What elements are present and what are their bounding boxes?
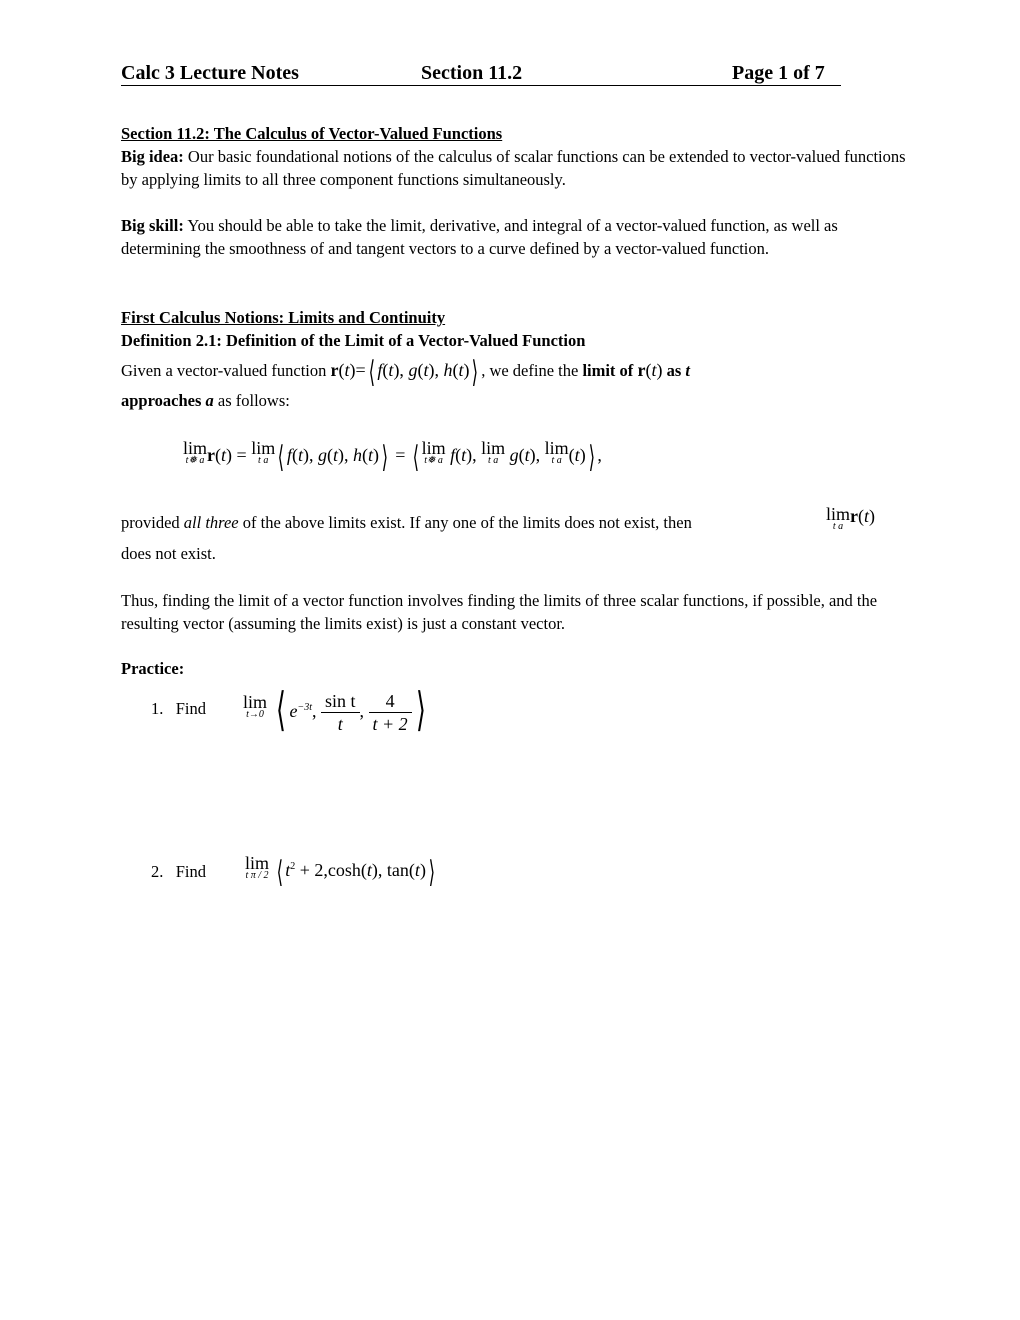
def-a: a (205, 391, 214, 410)
problem-1-expression: lim t→0 ⟨ $e^{-3t}$, $\frac{\text{sin t}}{t}$ , $\frac{4}{t + 2}$ ⟩ (243, 684, 426, 735)
lim-2: lim t a (251, 438, 276, 466)
definition-line-2 (121, 389, 911, 412)
big-skill-paragraph (121, 214, 911, 260)
def-approaches: approaches (121, 391, 206, 410)
big-idea-paragraph (121, 145, 911, 191)
def-mid: , we define the (481, 361, 583, 380)
sin-t-over-t: $\frac{\text{sin t}}{t}$ (321, 690, 360, 735)
section-title: Section 11.2: The Calculus of Vector-Valued Functions (121, 124, 503, 143)
header-center: Section 11.2 (421, 62, 523, 84)
subsection-title: First Calculus Notions: Limits and Continuity (121, 308, 446, 327)
all-three-italic: all three (183, 513, 239, 532)
header-left: Calc 3 Lecture Notes (121, 62, 299, 84)
four-over-t-plus-2: $\frac{4}{t + 2}$ (369, 690, 412, 735)
definition-line (121, 356, 911, 387)
does-not-exist: does not exist. (121, 544, 216, 563)
practice-label: Practice: (121, 659, 185, 678)
lim-3: lim t❅ a (421, 438, 446, 466)
def-prefix: Given a vector-valued function (121, 361, 331, 380)
provided-line: provided all three of the above limits exist. If any one of the limits does not exist, then (121, 513, 692, 532)
big-skill-label: Big skill: (121, 216, 184, 235)
limit-definition-equation: lim t❅ a r(t) = lim t a ⟨ f(t), g(t), h(t)⟩ = ⟨ lim t❅ a f(t), lim t a g(t), lim t a (t)⟩ , (183, 438, 602, 474)
header-rule (121, 85, 841, 86)
lim-r-inline: lim t a r(t) (826, 504, 876, 532)
lim-4: lim t a (481, 438, 506, 466)
r-of-t: r(t) (637, 360, 663, 380)
thus-paragraph: Thus, finding the limit of a vector function involves finding the limits of three scalar functions, if possible, and the resulting vector (assuming the limits exist) is just a constant vector. (121, 591, 878, 633)
lim-1: lim t❅ a (183, 438, 208, 466)
definition-title: Definition 2.1: Definition of the Limit of a Vector-Valued Function (121, 331, 586, 350)
problem-2-expression: lim t π / 2 ⟨ $t^2 + 2,\cosh(t)$, tan(t)⟩ (245, 853, 436, 889)
lim-5: lim t a (544, 438, 569, 466)
header-right: Page 1 of 7 (732, 62, 825, 84)
r-of-t-formula: r(t)=⟨ f(t), g(t), h(t)⟩ (330, 356, 479, 389)
problem-1-label: 1. Find (151, 699, 207, 718)
def-as: as (662, 361, 686, 380)
big-idea-label: Big idea: (121, 147, 184, 166)
def-t: t (685, 361, 690, 380)
def-bold: limit of (582, 361, 638, 380)
problem-2-label: 2. Find (151, 862, 207, 881)
def-rest: as follows: (213, 391, 290, 410)
big-idea-text: Our basic foundational notions of the calculus of scalar functions can be extended to vector-valued functions by applying limits to all three component functions simultaneously. (121, 147, 906, 189)
big-skill-text: You should be able to take the limit, derivative, and integral of a vector-valued function, as well as determining the smoothness of and tangent vectors to a curve defined by a vector-valued function. (121, 216, 838, 258)
